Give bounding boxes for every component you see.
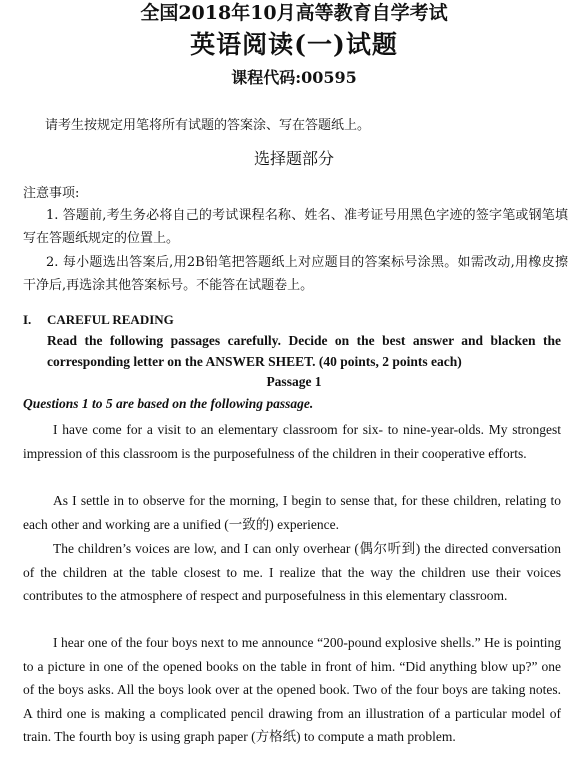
- passage-paragraph-1: I have come for a visit to an elementary classroom for six- to nine-year-olds. My strongest impression of this classroom is the purposefulness of the children in their cooperative efforts.: [23, 422, 561, 461]
- passage-paragraph-3: The children’s voices are low, and I can only overhear (偶尔听到) the directed conversation of the children at the table closest to me. I realize that the way the children use their voices contributes to the atmosphere of respect and purposefulness in this elementary classroom.: [23, 541, 561, 603]
- passage-paragraph-4: I hear one of the four boys next to me announce “200-pound explosive shells.” He is pointing to a picture in one of the opened books on the table in front of him. “Did anything blow up?” one of the boys asks. All the boys look over at the opened book. Two of the four boys are taking notes. A third one is making a complicated pencil drawing from an illustration of a particular model of train. The fourth boy is using graph paper (方格纸) to compute a math problem.: [23, 635, 561, 744]
- section-title: 选择题部分: [253, 149, 334, 168]
- exam-header: [0, 0, 588, 90]
- exam-title: 全国2018年10月高等教育自学考试: [140, 2, 448, 24]
- part-directions: Read the following passages carefully. Decide on the best answer and blacken the corresponding letter on the ANSWER SHEET. (40 points, 2 points each): [47, 333, 561, 369]
- passage-paragraph-2: As I settle in to observe for the morning, I begin to sense that, for these children, relating to each other and working are a unified (一致的) experience.: [23, 493, 561, 532]
- passage-title: Passage 1: [266, 374, 322, 389]
- note-item-2: 2. 每小题选出答案后,用2B铅笔把答题纸上对应题目的答案标号涂黑。如需改动,用橡皮擦干净后,再选涂其他答案标号。不能答在试题卷上。: [23, 255, 568, 293]
- course-code: 课程代码:00595: [231, 68, 357, 87]
- part-heading: [23, 312, 174, 328]
- note-item-1: 1. 答题前,考生务必将自己的考试课程名称、姓名、准考证号用黑色字迹的签字笔或钢笔填写在答题纸规定的位置上。: [23, 208, 568, 246]
- notes-heading: 注意事项:: [23, 186, 80, 201]
- general-instruction: 请考生按规定用笔将所有试题的答案涂、写在答题纸上。: [45, 118, 371, 133]
- questions-intro: Questions 1 to 5 are based on the following passage.: [23, 396, 314, 411]
- part-title: CAREFUL READING: [47, 312, 174, 327]
- subject-title: 英语阅读(一)试题: [190, 30, 398, 59]
- part-number: I.: [23, 312, 32, 327]
